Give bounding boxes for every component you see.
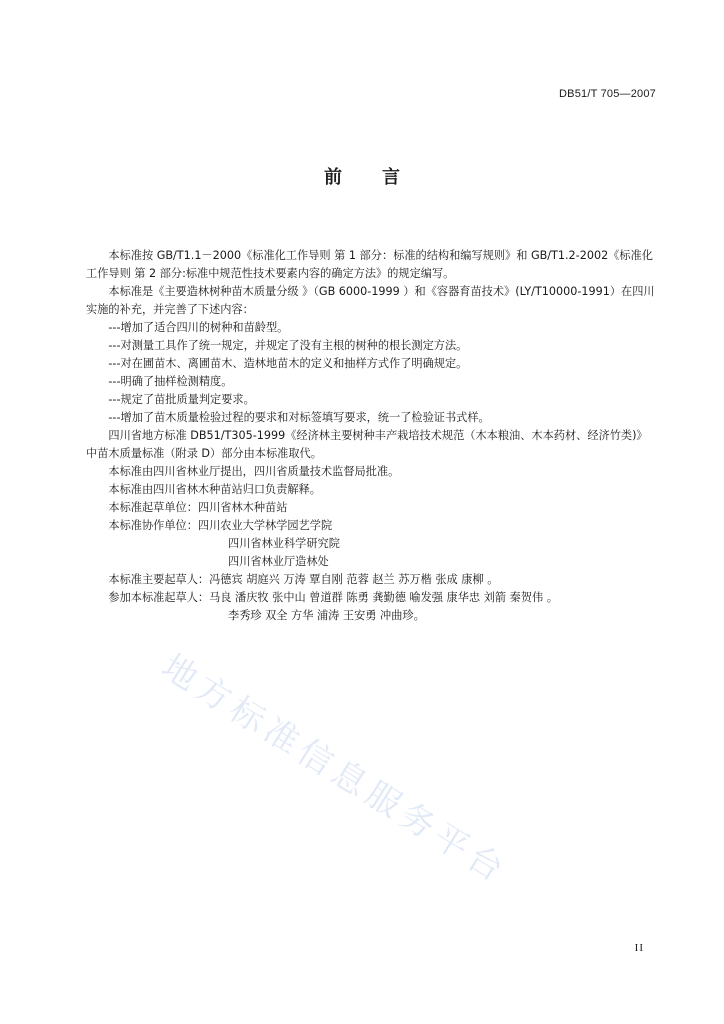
document-code: DB51/T 705—2007 [559,88,656,100]
main-drafters-names: 冯德宾 胡庭兴 万涛 覃自刚 范蓉 赵兰 苏万楷 张成 康柳 。 [209,573,499,586]
participants-names-line-2: 李秀珍 双全 方华 浦涛 王安勇 冲曲珍。 [228,609,425,622]
coop-unit-2: 四川省林业科学研究院 [228,537,340,550]
title-char-2: 言 [382,167,400,188]
list-item: ---规定了苗批质量判定要求。 [108,393,255,406]
list-item: ---增加了苗木质量检验过程的要求和对标签填写要求，统一了检验证书式样。 [108,411,490,424]
watermark: 地方标准信息服务平台 [154,646,515,893]
paragraph-replacement: 四川省地方标准 DB51/T305-1999《经济林主要树种丰产栽培技术规范（木本粮油、木本药材、经济竹类)》中苗木质量标准（附录 D）部分由本标准取代。 [86,429,648,460]
main-drafters-row [86,571,658,589]
drafting-unit-label: 本标准起草单位： [108,501,198,514]
page-title [0,163,724,189]
paragraph-structure: 本标准按 GB/T1.1－2000《标准化工作导则 第 1 部分：标准的结构和编写规则》和 GB/T1.2-2002《标准化工作导则 第 2 部分:标准中规范性技术要素内容的确定方法》的规定编写。 [86,249,653,280]
coop-units-row [86,517,658,535]
list-item: ---对在圃苗木、离圃苗木、造林地苗木的定义和抽样方式作了明确规定。 [108,357,468,370]
coop-unit-1: 四川农业大学林学园艺学院 [197,519,333,532]
paragraph-supplement: 本标准是《主要造林树种苗木质量分级 》（GB 6000-1999 ）和《容器育苗技术》(LY/T10000-1991）在四川实施的补充，并完善了下述内容： [86,285,655,316]
paragraph-proposer: 本标准由四川省林业厅提出，四川省质量技术监督局批准。 [108,465,400,478]
list-item: ---明确了抽样检测精度。 [108,375,233,388]
participants-names-line-1: 马良 潘庆牧 张中山 曾道群 陈勇 龚勤德 喻发强 康华忠 刘箭 秦贺伟 。 [209,591,558,604]
paragraph-interpreter: 本标准由四川省林木种苗站归口负责解释。 [108,483,321,496]
document-body [86,247,658,625]
main-drafters-label: 本标准主要起草人： [108,573,210,586]
drafting-unit-value: 四川省林木种苗站 [197,501,288,514]
list-item: ---增加了适合四川的树种和苗龄型。 [108,321,289,334]
participants-row [86,589,658,607]
list-item: ---对测量工具作了统一规定，并规定了没有主根的树种的根长测定方法。 [108,339,468,352]
coop-units-label: 本标准协作单位： [108,519,198,532]
page-number: II [634,942,644,954]
drafting-unit-row [86,499,658,517]
coop-unit-3: 四川省林业厅造林处 [228,555,329,568]
title-char-1: 前 [324,167,342,188]
participants-label: 参加本标准起草人： [108,591,210,604]
